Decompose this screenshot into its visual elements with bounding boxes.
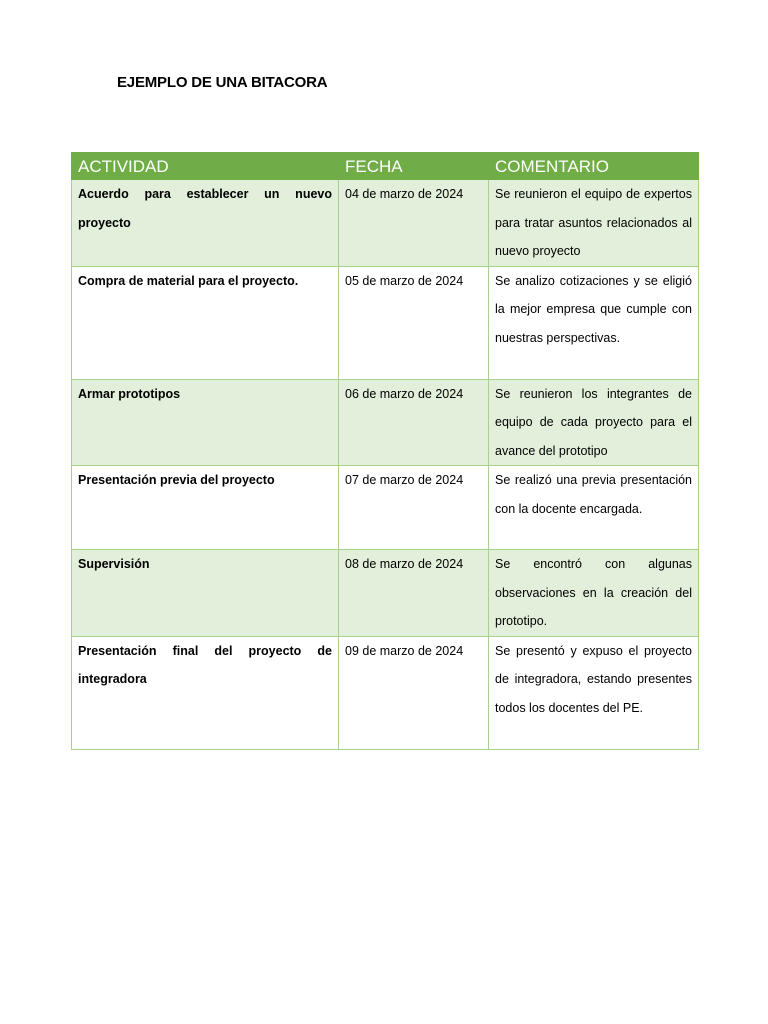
date-cell: 09 de marzo de 2024 bbox=[339, 636, 489, 749]
log-table bbox=[71, 152, 699, 750]
table-row bbox=[72, 466, 699, 550]
activity-cell: Compra de material para el proyecto. bbox=[72, 266, 339, 379]
activity-cell: Presentación final del proyecto de integradora bbox=[72, 636, 339, 749]
date-cell: 04 de marzo de 2024 bbox=[339, 180, 489, 267]
document-title: EJEMPLO DE UNA BITACORA bbox=[117, 74, 328, 91]
table-row bbox=[72, 180, 699, 267]
comment-cell: Se realizó una previa presentación con la docente encargada. bbox=[489, 466, 699, 550]
date-cell: 06 de marzo de 2024 bbox=[339, 379, 489, 466]
activity-cell: Presentación previa del proyecto bbox=[72, 466, 339, 550]
date-cell: 05 de marzo de 2024 bbox=[339, 266, 489, 379]
table-header-row bbox=[72, 153, 699, 180]
comment-cell: Se analizo cotizaciones y se eligió la mejor empresa que cumple con nuestras perspectivas. bbox=[489, 266, 699, 379]
comment-cell: Se reunieron el equipo de expertos para tratar asuntos relacionados al nuevo proyecto bbox=[489, 180, 699, 267]
header-comment: COMENTARIO bbox=[489, 153, 699, 180]
header-activity: ACTIVIDAD bbox=[72, 153, 339, 180]
activity-cell: Acuerdo para establecer un nuevo proyecto bbox=[72, 180, 339, 267]
table-row bbox=[72, 550, 699, 637]
date-cell: 07 de marzo de 2024 bbox=[339, 466, 489, 550]
table-row bbox=[72, 266, 699, 379]
activity-cell: Supervisión bbox=[72, 550, 339, 637]
table-row bbox=[72, 379, 699, 466]
activity-cell: Armar prototipos bbox=[72, 379, 339, 466]
comment-cell: Se reunieron los integrantes de equipo de cada proyecto para el avance del prototipo bbox=[489, 379, 699, 466]
date-cell: 08 de marzo de 2024 bbox=[339, 550, 489, 637]
table-row bbox=[72, 636, 699, 749]
header-date: FECHA bbox=[339, 153, 489, 180]
comment-cell: Se encontró con algunas observaciones en la creación del prototipo. bbox=[489, 550, 699, 637]
comment-cell: Se presentó y expuso el proyecto de integradora, estando presentes todos los docentes del PE. bbox=[489, 636, 699, 749]
